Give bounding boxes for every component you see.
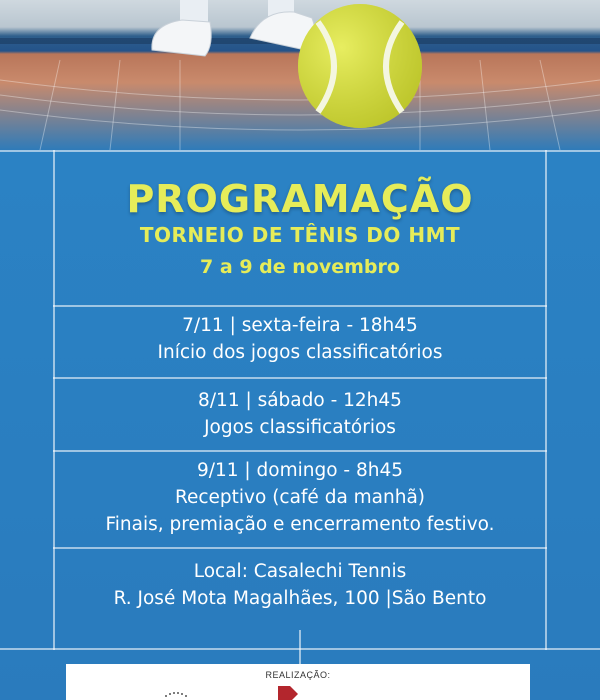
sponsor-footer (66, 664, 530, 700)
schedule-item-day-3 (54, 457, 546, 538)
location-name: Local: Casalechi Tennis (193, 561, 407, 582)
schedule-day: 9/11 | domingo - 8h45 (196, 460, 404, 481)
schedule-day: 8/11 | sábado - 12h45 (198, 390, 402, 411)
schedule-item-day-1 (54, 312, 546, 366)
schedule-item-day-2 (54, 387, 546, 441)
brand-logo-icon (278, 686, 298, 700)
center-line (299, 630, 301, 664)
title-block (0, 176, 600, 282)
schedule-description: Início dos jogos classificatórios (157, 342, 443, 363)
schedule-day: 7/11 | sexta-feira - 18h45 (182, 315, 418, 336)
schedule-description: Jogos classificatórios (204, 417, 396, 438)
schedule-description: Finais, premiação e encerramento festivo. (105, 514, 495, 535)
location-address: R. José Mota Magalhães, 100 |São Bento (113, 588, 487, 609)
divider-4 (53, 547, 547, 549)
location-block (54, 558, 546, 612)
schedule-description: Receptivo (café da manhã) (174, 487, 426, 508)
hero-photo (0, 0, 600, 150)
bottom-line (0, 648, 600, 650)
page-title: PROGRAMAÇÃO (126, 177, 474, 221)
divider-3 (53, 450, 547, 452)
tennis-scene-illustration (0, 0, 600, 150)
event-dates: 7 a 9 de novembro (200, 256, 400, 278)
stars-logo-icon (165, 692, 187, 697)
court-line-top (0, 150, 600, 152)
event-subtitle: TORNEIO DE TÊNIS DO HMT (139, 223, 461, 247)
sponsor-logos (66, 664, 530, 700)
sponsor-label: REALIZAÇÃO: (265, 670, 331, 680)
divider-2 (53, 377, 547, 379)
divider-1 (53, 305, 547, 307)
